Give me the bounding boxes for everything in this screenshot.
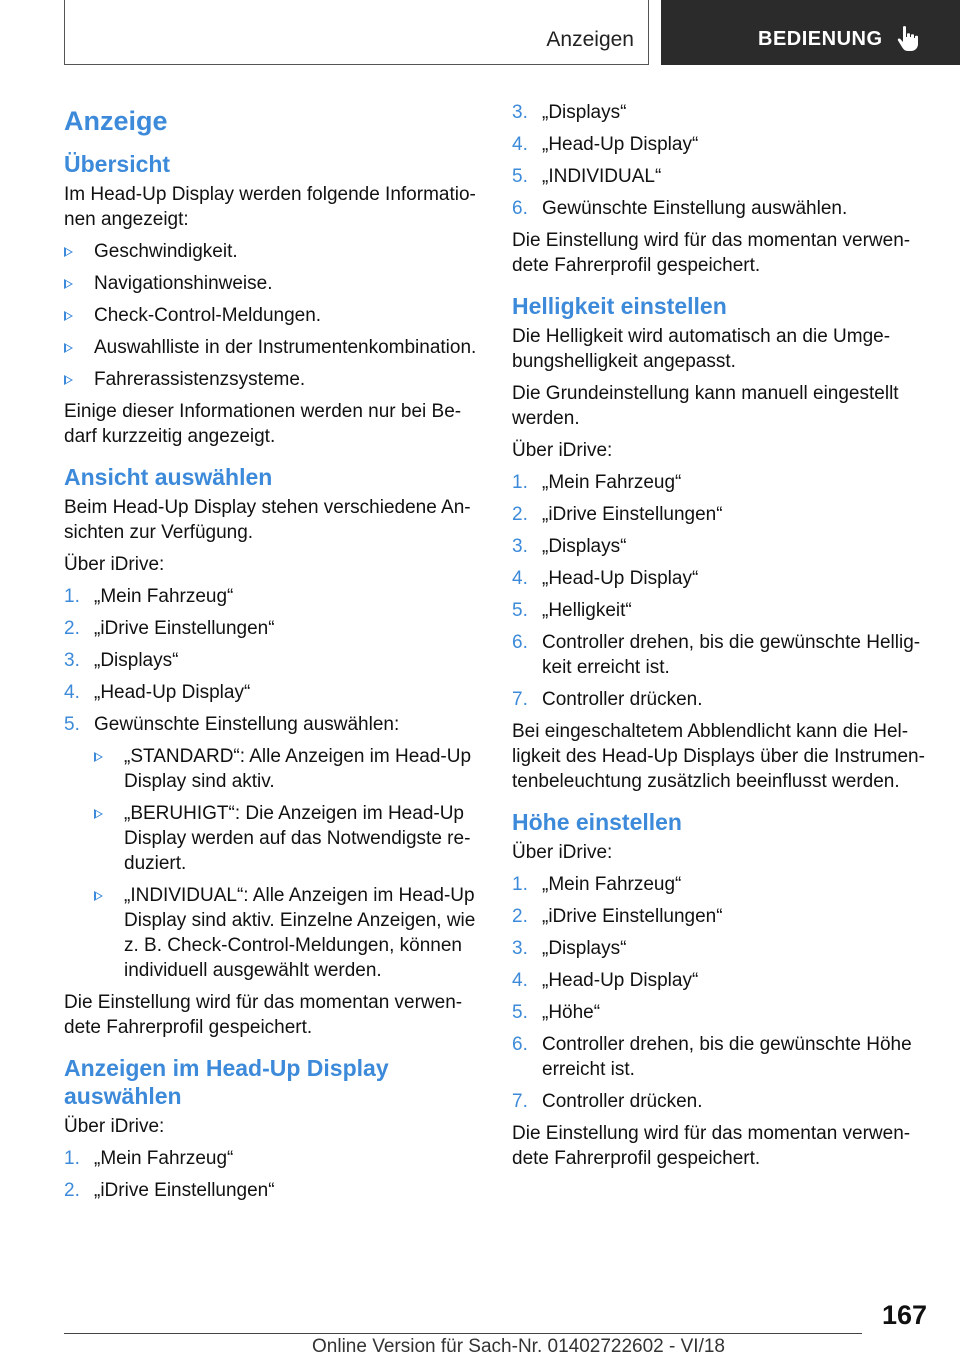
height-via: Über iDrive: (512, 842, 613, 863)
brightness-p1: Die Helligkeit wird automatisch an die Umgebungshelligkeit angepasst. (512, 326, 891, 372)
header-section-title: Anzeigen (546, 28, 634, 51)
list-item: 3. „Displays“ (512, 102, 627, 123)
page-title: Anzeige (64, 106, 168, 136)
brightness-note: Bei eingeschaltetem Abblendlicht kann die Helligkeit des Head-Up Displays über die Instrumentenbeleuchtung zusätzlich beeinflusst werden. (512, 721, 925, 792)
list-item: 4. „Head-Up Display“ (512, 568, 699, 589)
list-item: Navigationshinweise. (64, 271, 482, 296)
heading-overview: Übersicht (64, 151, 171, 177)
list-item: 1. „Mein Fahrzeug“ (64, 1148, 234, 1169)
list-item: 6. Controller drehen, bis die gewünschte Höhe erreicht ist. (512, 1034, 912, 1080)
footer-divider (64, 1333, 862, 1334)
list-item: 7. Controller drücken. (512, 689, 703, 710)
list-item: 1. „Mein Fahrzeug“ (512, 874, 682, 895)
header-chapter-title: BEDIENUNG (758, 28, 883, 50)
select-steps-continued (512, 100, 932, 221)
list-item: „BERUHIGT“: Die Anzeigen im Head-Up Display werden auf das Notwendigste reduziert. (94, 801, 482, 876)
list-item: 2. „iDrive Einstellungen“ (512, 504, 723, 525)
list-item: 2. „iDrive Einstellungen“ (64, 1180, 275, 1201)
header-section-box (64, 0, 649, 65)
list-item: „INDIVIDUAL“: Alle Anzeigen im Head-Up Display sind aktiv. Einzelne Anzeigen, wie z. B. Check-Control-Meldungen, können individuell ausgewählt werden. (94, 883, 482, 983)
overview-note: Einige dieser Informationen werden nur bei Bedarf kurzzeitig angezeigt. (64, 401, 462, 447)
left-column (64, 100, 482, 1210)
list-item: 3. „Displays“ (512, 938, 627, 959)
brightness-steps (512, 470, 932, 712)
list-item: 7. Controller drücken. (512, 1091, 703, 1112)
header-chapter-box (661, 0, 960, 65)
overview-list (64, 239, 482, 392)
list-item: 6. Gewünschte Einstellung auswählen. (512, 198, 848, 219)
heading-view: Ansicht auswählen (64, 464, 273, 490)
heading-select: Anzeigen im Head-Up Display auswählen (64, 1055, 389, 1109)
list-item: 5. Gewünschte Einstellung auswählen: „STANDARD“: Alle Anzeigen im Head-Up Display sind aktiv. „BERUHIGT“: Die Anzeigen im Head-Up Display werden auf das Notwendigste reduziert. „INDIVIDUAL“: Alle Anzeigen im Head-Up Display sind aktiv. Einzelne Anzeigen, wie z. B. Check-Control-Meldungen, können individuell ausgewählt werden. (64, 712, 482, 983)
list-item: 2. „iDrive Einstellungen“ (512, 906, 723, 927)
overview-intro: Im Head-Up Display werden folgende Informationen angezeigt: (64, 184, 476, 230)
triangle-bullet-icon (94, 752, 103, 762)
view-intro: Beim Head-Up Display stehen verschiedene Ansichten zur Verfügung. (64, 497, 471, 543)
list-item: 3. „Displays“ (512, 536, 627, 557)
view-note: Die Einstellung wird für das momentan verwendete Fahrerprofil gespeichert. (64, 992, 463, 1038)
view-steps (64, 584, 482, 983)
list-item: 2. „iDrive Einstellungen“ (64, 618, 275, 639)
page-number: 167 (881, 1300, 927, 1330)
list-item: 1. „Mein Fahrzeug“ (64, 586, 234, 607)
list-item: 3. „Displays“ (64, 650, 179, 671)
triangle-bullet-icon (64, 343, 73, 353)
height-steps (512, 872, 932, 1114)
triangle-bullet-icon (64, 247, 73, 257)
heading-height: Höhe einstellen (512, 809, 682, 835)
list-item: 1. „Mein Fahrzeug“ (512, 472, 682, 493)
brightness-via: Über iDrive: (512, 440, 613, 461)
select-steps (64, 1146, 482, 1203)
list-item: 5. „Helligkeit“ (512, 600, 632, 621)
list-item: 4. „Head-Up Display“ (64, 682, 251, 703)
list-item: 5. „Höhe“ (512, 1002, 601, 1023)
triangle-bullet-icon (64, 279, 73, 289)
triangle-bullet-icon (94, 891, 103, 901)
list-item: 6. Controller drehen, bis die gewünschte Helligkeit erreicht ist. (512, 632, 921, 678)
select-via: Über iDrive: (64, 1116, 165, 1137)
triangle-bullet-icon (94, 809, 103, 819)
list-item: 4. „Head-Up Display“ (512, 970, 699, 991)
list-item: Fahrerassistenzsysteme. (64, 367, 482, 392)
heading-brightness: Helligkeit einstellen (512, 293, 727, 319)
list-item: Auswahlliste in der Instrumentenkombination. (64, 335, 482, 360)
height-note: Die Einstellung wird für das momentan verwendete Fahrerprofil gespeichert. (512, 1123, 911, 1169)
right-column (512, 100, 932, 1178)
list-item: 5. „INDIVIDUAL“ (512, 166, 662, 187)
triangle-bullet-icon (64, 375, 73, 385)
hand-pointer-icon (896, 25, 922, 53)
list-item: Geschwindigkeit. (64, 239, 482, 264)
select-note: Die Einstellung wird für das momentan verwendete Fahrerprofil gespeichert. (512, 230, 911, 276)
view-options (94, 744, 482, 983)
brightness-p2: Die Grundeinstellung kann manuell eingestellt werden. (512, 383, 899, 429)
footer-text: Online Version für Sach-Nr. 01402722602 - VI/18 (312, 1336, 725, 1357)
triangle-bullet-icon (64, 311, 73, 321)
list-item: „STANDARD“: Alle Anzeigen im Head-Up Display sind aktiv. (94, 744, 482, 794)
list-item: 4. „Head-Up Display“ (512, 134, 699, 155)
list-item: Check-Control-Meldungen. (64, 303, 482, 328)
view-via: Über iDrive: (64, 554, 165, 575)
